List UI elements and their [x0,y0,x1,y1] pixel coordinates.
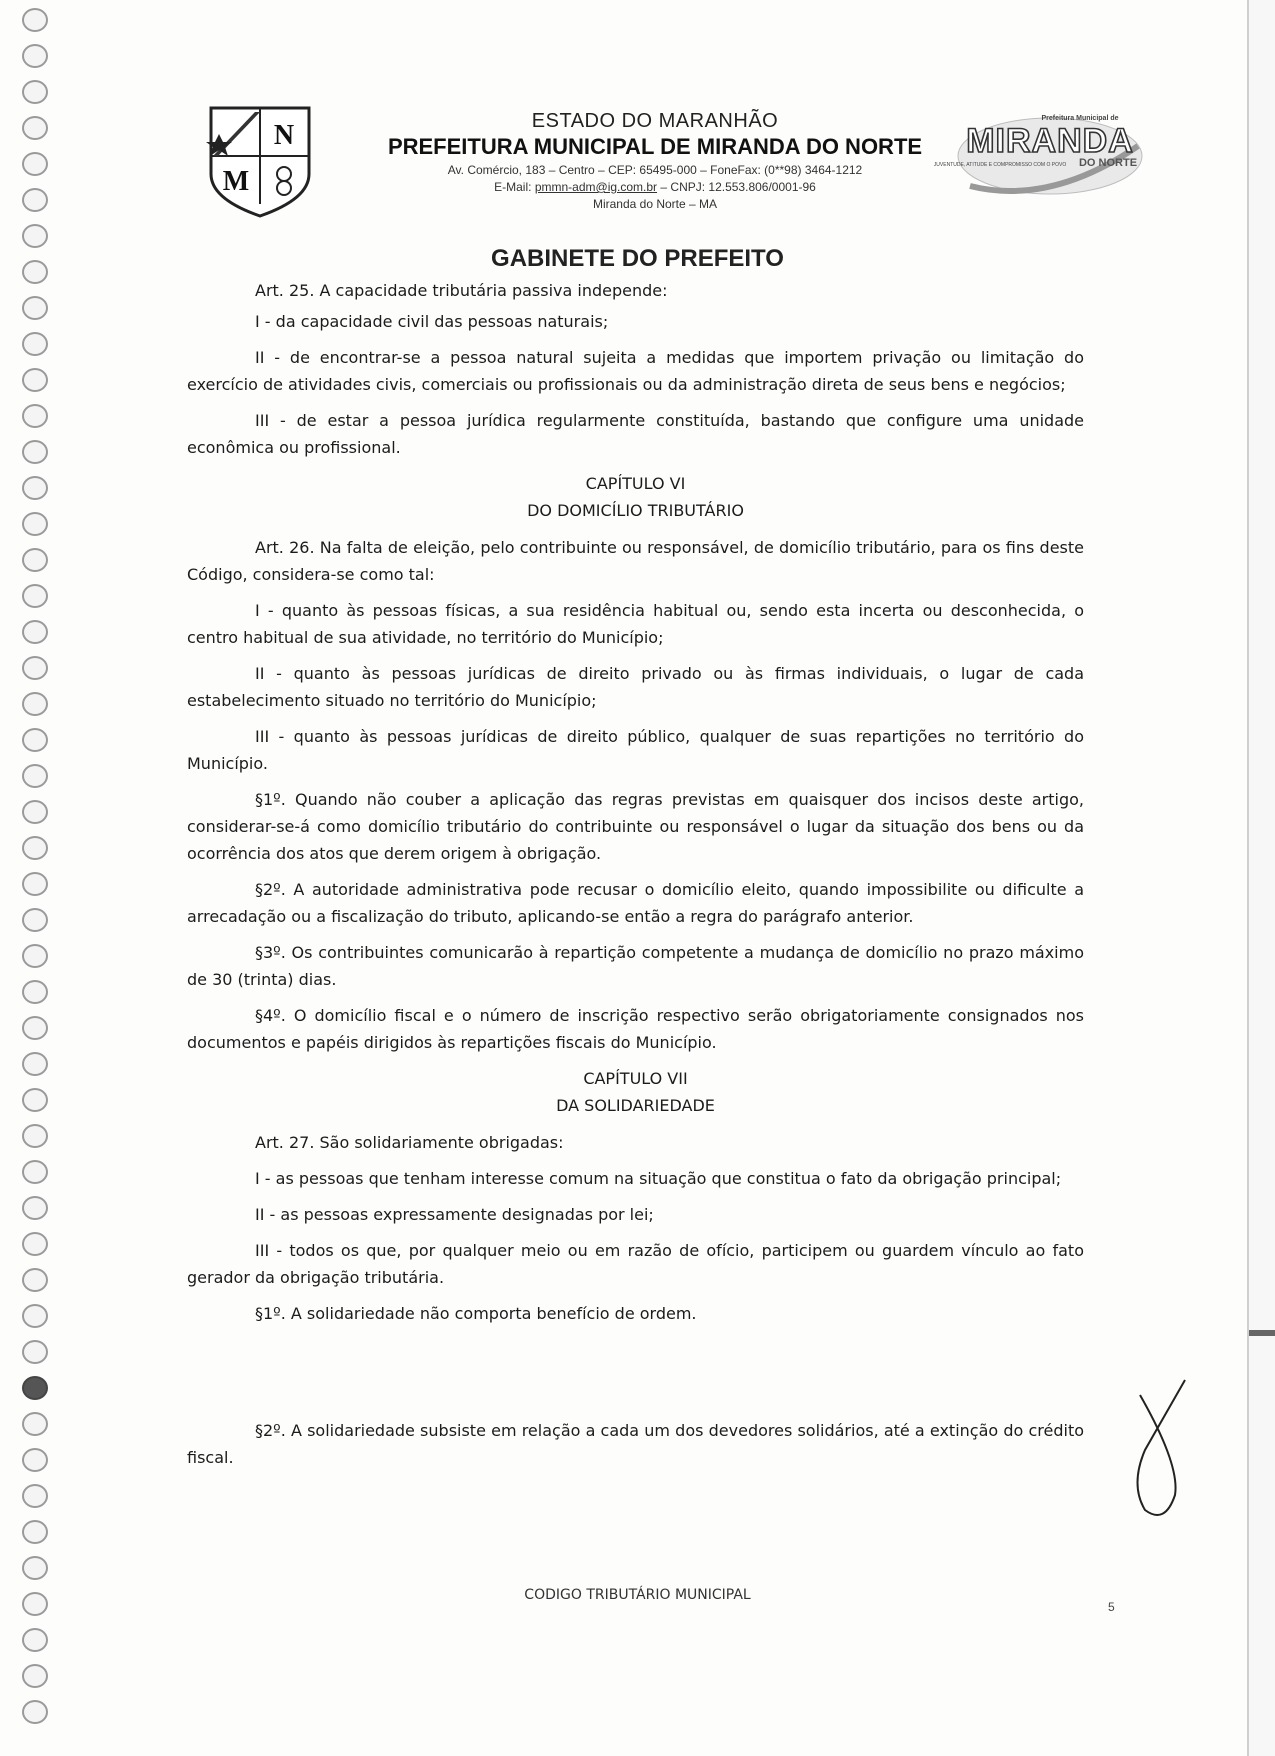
city-line: Miranda do Norte – MA [592,197,718,211]
letterhead [205,100,1145,220]
article-26-paragraph-4: §4º. O domicílio fiscal e o número de inscrição respectivo serão obrigatoriamente consignados nos documentos e papéis dirigidos às repartições fiscais do Município. [187,1006,1084,1052]
article-26-paragraph-3: §3º. Os contribuintes comunicarão à repartição competente a mudança de domicílio no prazo máximo de 30 (trinta) dias. [187,943,1084,989]
binding-hole [22,1556,48,1580]
binding-hole [22,152,48,176]
binding-hole [22,1484,48,1508]
binding-hole [22,908,48,932]
document-body [187,277,1084,1480]
article-27-item-ii: II - as pessoas expressamente designadas por lei; [255,1205,654,1224]
cnpj-text: – CNPJ: 12.553.806/0001-96 [660,180,816,194]
binding-hole [22,116,48,140]
binding-hole [22,188,48,212]
binding-hole [22,404,48,428]
binding-hole [22,836,48,860]
binding-hole [22,1412,48,1436]
svg-text:DO NORTE: DO NORTE [1078,157,1138,169]
signature-icon [1125,1375,1205,1525]
binding-hole [22,584,48,608]
binding-hole [22,656,48,680]
article-27-item-i: I - as pessoas que tenham interesse comum na situação que constitua o fato da obrigação principal; [255,1169,1062,1188]
chapter-6-title: DO DOMICÍLIO TRIBUTÁRIO [527,501,744,520]
svg-text:JUVENTUDE, ATITUDE E COMPROMIS: JUVENTUDE, ATITUDE E COMPROMISSO COM O POVO [933,162,1067,168]
binding-hole [22,1088,48,1112]
page-number: 5 [1108,1600,1115,1614]
binding-hole [22,1052,48,1076]
crest-letter-n: N [273,120,295,151]
office-title: GABINETE DO PREFEITO [491,245,784,272]
binding-hole [22,1700,48,1724]
binding-hole [22,44,48,68]
article-25-item-iii: III - de estar a pessoa jurídica regularmente constituída, bastando que configure uma unidade econômica ou profissional. [187,411,1084,457]
article-25: Art. 25. A capacidade tributária passiva independe: [255,281,668,300]
binding-hole [22,1124,48,1148]
letterhead-text [305,110,1005,211]
article-26-paragraph-1: §1º. Quando não couber a aplicação das regras previstas em quaisquer dos incisos deste artigo, considerar-se-á como domicílio tributário do contribuinte ou responsável o lugar da situação dos bens ou da ocorrência dos atos que derem origem à obrigação. [187,790,1084,863]
binding-hole [22,1628,48,1652]
chapter-7-heading [187,1065,1084,1119]
article-26: Art. 26. Na falta de eleição, pelo contribuinte ou responsável, de domicílio tributário, para os fins deste Código, considera-se como tal: [187,538,1084,584]
binding-hole [22,692,48,716]
article-27-item-iii: III - todos os que, por qualquer meio ou em razão de ofício, participem ou guardem vínculo ao fato gerador da obrigação tributária. [187,1241,1084,1287]
binding-hole [22,440,48,464]
svg-text:Prefeitura Municipal de: Prefeitura Municipal de [1041,115,1119,122]
email-link[interactable]: pmmn-adm@ig.com.br [534,180,658,194]
binding-hole [22,512,48,536]
article-26-item-iii: III - quanto às pessoas jurídicas de direito público, qualquer de suas repartições no território do Município. [187,727,1084,773]
binding-hole [22,8,48,32]
binding-hole [22,476,48,500]
email-label: E-Mail: [494,180,532,194]
binding-hole [22,80,48,104]
binding-hole [22,332,48,356]
article-26-item-i: I - quanto às pessoas físicas, a sua residência habitual ou, sendo esta incerta ou desconhecida, o centro habitual de sua atividade, no território do Município; [187,601,1084,647]
binding-hole [22,1664,48,1688]
article-26-item-ii: II - quanto às pessoas jurídicas de direito privado ou às firmas individuais, o lugar de cada estabelecimento situado no território do Município; [187,664,1084,710]
binding-hole [22,980,48,1004]
binding-hole [22,1016,48,1040]
binding-hole [22,548,48,572]
binding-hole [22,872,48,896]
binding-hole [22,764,48,788]
article-27: Art. 27. São solidariamente obrigadas: [255,1133,564,1152]
binding-hole [22,728,48,752]
chapter-6-number: CAPÍTULO VI [585,474,686,493]
state-name: ESTADO DO MARANHÃO [531,110,779,132]
article-25-item-ii: II - de encontrar-se a pessoa natural sujeita a medidas que importem privação ou limitação do exercício de atividades civis, comerciais ou profissionais ou da administração direta de seus bens e negócios; [187,348,1084,394]
miranda-logo-icon [933,106,1145,202]
binding-hole [22,1268,48,1292]
prefeitura-name: PREFEITURA MUNICIPAL DE MIRANDA DO NORTE [387,134,923,159]
binding-hole [22,1448,48,1472]
footer-title: CODIGO TRIBUTÁRIO MUNICIPAL [524,1587,751,1603]
chapter-7-number: CAPÍTULO VII [583,1069,688,1088]
binding-hole [22,1340,48,1364]
chapter-7-title: DA SOLIDARIEDADE [556,1096,715,1115]
binding-hole [22,1520,48,1544]
binding-hole [22,296,48,320]
article-26-paragraph-2: §2º. A autoridade administrativa pode recusar o domicílio eleito, quando impossibilite ou dificulte a arrecadação ou a fiscalização do tributo, aplicando-se então a regra do parágrafo anterior. [187,880,1084,926]
binding-hole [22,1304,48,1328]
binding-hole [22,944,48,968]
binding-hole [22,620,48,644]
crest-letter-m: M [222,166,250,197]
binding-hole [22,1232,48,1256]
article-27-paragraph-1: §1º. A solidariedade não comporta benefício de ordem. [255,1304,697,1323]
municipal-crest-icon [205,104,315,218]
article-25-item-i: I - da capacidade civil das pessoas naturais; [255,312,609,331]
address-line: Av. Comércio, 183 – Centro – CEP: 65495-000 – FoneFax: (0**98) 3464-1212 [447,163,863,177]
binding-hole [22,1196,48,1220]
binding-hole [22,800,48,824]
svg-text:MIRANDA: MIRANDA [966,122,1134,160]
binding-hole [22,1376,48,1400]
binding-hole [22,1160,48,1184]
article-27-paragraph-2: §2º. A solidariedade subsiste em relação a cada um dos devedores solidários, até a extinção do crédito fiscal. [187,1421,1084,1467]
binding-hole [22,368,48,392]
contact-line [305,180,1005,194]
chapter-6-heading [187,470,1084,524]
page-edge-mark [1249,1330,1275,1336]
